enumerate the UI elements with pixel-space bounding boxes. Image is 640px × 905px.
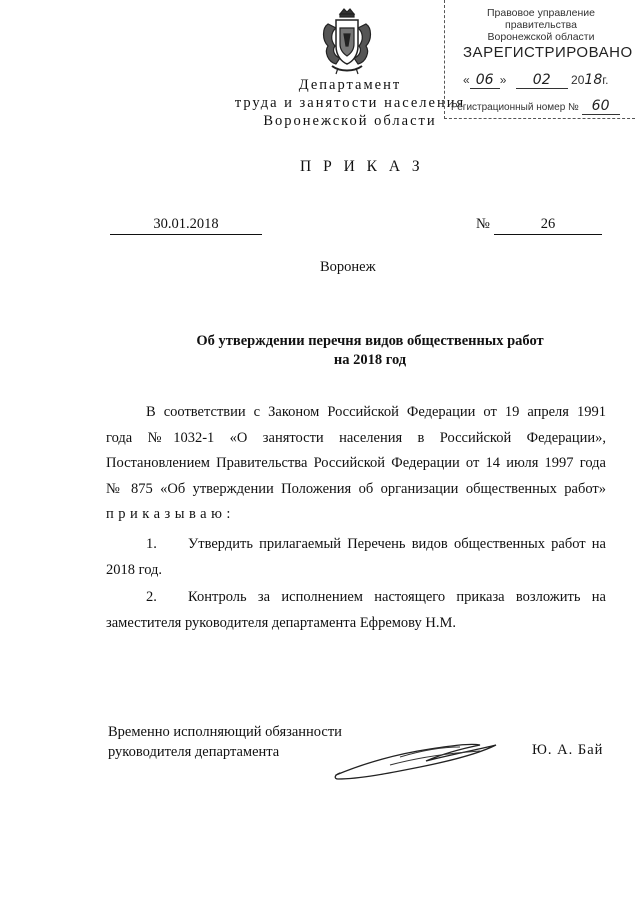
order-item [106, 585, 606, 636]
document-city: Воронеж [320, 259, 376, 275]
item-text: Контроль за исполнением настоящего приказа возложить на [188, 589, 606, 605]
item-number: 2. [146, 589, 157, 605]
preamble [106, 400, 606, 528]
preamble-line: года №1032-1 «О занятости населения в Российской Федерации», [106, 429, 606, 446]
department-line: Департамент [298, 77, 402, 93]
stamp-org [451, 7, 631, 43]
stamp-day: 06 [470, 72, 500, 89]
number-sign: № [476, 216, 490, 232]
department-line: Воронежской области [263, 113, 437, 129]
title-line: Об утверждении перечня видов общественных работ [196, 333, 544, 349]
preamble-line: Постановлением Правительства Российской Федерации от 14 июля 1997 года [106, 455, 606, 471]
document-type: П Р И К А З [300, 158, 424, 175]
document-date: 30.01.2018 [110, 216, 262, 235]
position-line: руководителя департамента [108, 744, 280, 760]
signatory-position [108, 722, 342, 762]
handwritten-signature-icon [330, 735, 500, 785]
stamp-org-line: Воронежской области [487, 31, 595, 43]
stamp-year-suffix: 18 [584, 72, 603, 88]
stamp-reg-label: Регистрационный номер № [451, 102, 579, 113]
stamp-year-prefix: 20 [571, 73, 585, 87]
item-number: 1. [146, 536, 157, 552]
stamp-month: 02 [516, 72, 568, 89]
item-text: Утвердить прилагаемый Перечень видов общественных работ на [188, 536, 606, 552]
department-heading [230, 76, 470, 130]
stamp-reg-number [451, 98, 620, 115]
stamp-status: ЗАРЕГИСТРИРОВАНО [463, 44, 633, 61]
registration-stamp [444, 0, 635, 119]
signatory-name: Ю. А. Бай [532, 742, 604, 758]
title-line: на 2018 год [333, 352, 407, 368]
stamp-date: « 06 » 02 2018г. [463, 72, 609, 88]
position-line: Временно исполняющий обязанности [108, 724, 342, 740]
preamble-line: приказываю: [106, 506, 235, 522]
document-title [150, 332, 590, 370]
department-line: труда и занятости населения [234, 95, 466, 111]
stamp-reg-value: 60 [582, 98, 620, 115]
document-number: 26 [494, 216, 602, 235]
preamble-line: № 875 «Об утверждении Положения об организации общественных работ» [106, 480, 606, 497]
stamp-org-line: Правовое управление правительства [486, 7, 595, 31]
order-item [106, 532, 606, 583]
item-text-cont: 2018 год. [106, 561, 163, 578]
coat-of-arms-icon [318, 6, 376, 76]
preamble-line: В соответствии с Законом Российской Федерации от 19 апреля 1991 [146, 404, 606, 420]
item-text-cont: заместителя руководителя департамента Ефремову Н.М. [106, 614, 457, 631]
